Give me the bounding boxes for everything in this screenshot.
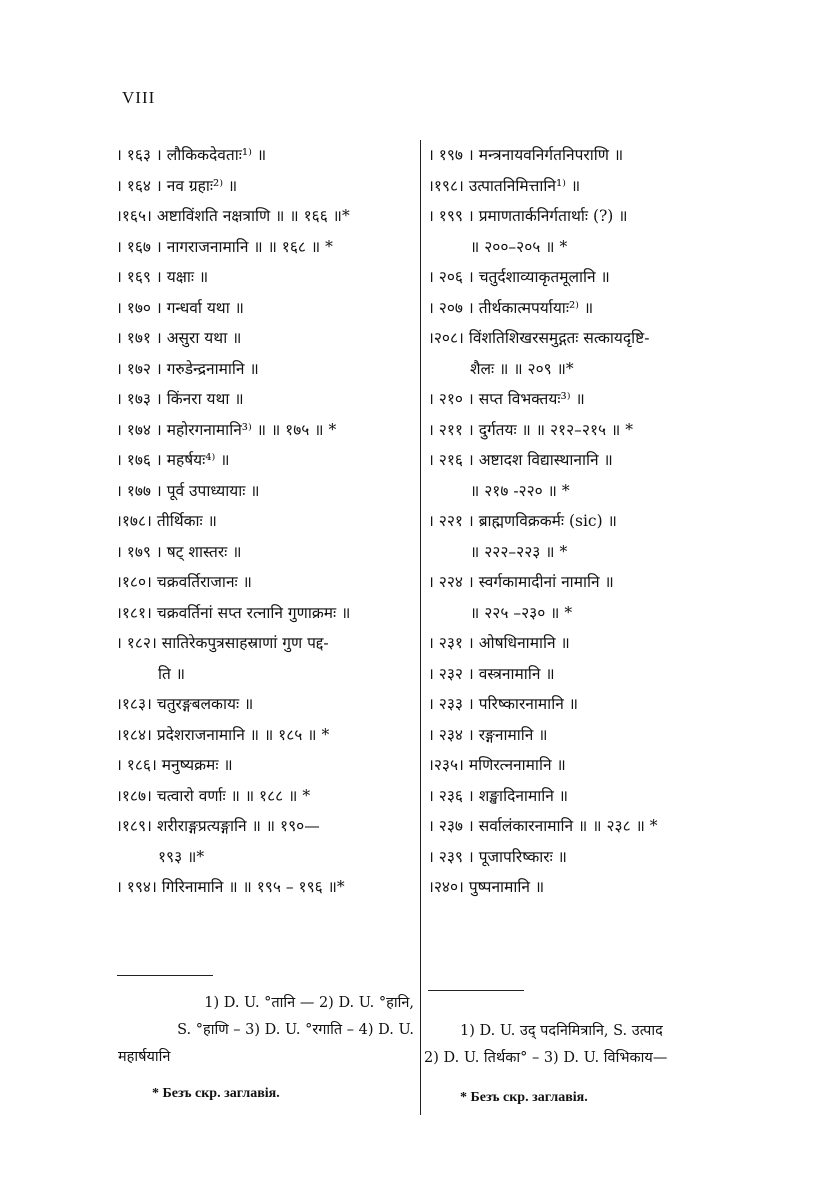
right-column — [428, 140, 728, 903]
column-divider — [420, 140, 421, 1115]
list-item-continuation: शैलः ॥ ॥ २०९ ॥* — [470, 359, 574, 378]
footnote-line: 1) D. U. °तानि — 2) D. U. °हानि, — [204, 995, 414, 1011]
list-item: । २१६ । अष्टादश विद्यास्थानानि ॥ — [428, 451, 613, 469]
left-column — [116, 140, 416, 903]
list-item: । २०७ । तीर्थकात्मपर्यायाः²⁾ ॥ — [428, 298, 594, 317]
list-item: ।१८९। शरीराङ्गप्रत्यङ्गानि ॥ ॥ १९०— — [116, 817, 320, 835]
list-item: । २२४ । स्वर्गकामादीनां नामानि ॥ — [428, 573, 614, 591]
list-item-continuation: ॥ २२५ –२३० ॥ * — [470, 603, 573, 622]
list-item: । २११ । दुर्गतयः ॥ ॥ २१२–२१५ ॥ * — [428, 420, 633, 439]
list-item: ।२४०। पुष्पनामानि ॥ — [428, 878, 545, 896]
list-item: । १७९ । षट् शास्तरः ॥ — [116, 542, 242, 561]
list-item-continuation: ति ॥ — [158, 664, 186, 683]
list-item: । २३३ । परिष्कारनामानि ॥ — [428, 695, 579, 713]
list-item-continuation: १९३ ॥* — [158, 847, 205, 866]
list-item: । २३९ । पूजापरिष्कारः ॥ — [428, 847, 567, 866]
list-item: । १९४। गिरिनामानि ॥ ॥ १९५ – १९६ ॥* — [116, 878, 345, 896]
list-item-continuation: ॥ २२२–२२३ ॥ * — [470, 542, 568, 561]
list-item: ।१६५। अष्टाविंशति नक्षत्राणि ॥ ॥ १६६ ॥* — [116, 207, 350, 225]
list-item: । २३६ । शङ्खादिनामानि ॥ — [428, 786, 569, 805]
list-item-continuation: ॥ २१७ -२२० ॥ * — [470, 481, 570, 500]
list-item: । १६४ । नव ग्रहाः²⁾ ॥ — [116, 176, 238, 195]
footnote-line: 1) D. U. उद् पदनिमित्रानि, S. उत्पाद — [460, 1023, 663, 1039]
list-item: ।२३५। मणिरत्ननामानि ॥ — [428, 756, 566, 774]
list-item: । २३४ । रङ्गनामानि ॥ — [428, 725, 548, 744]
list-item: । १८६। मनुष्यक्रमः ॥ — [116, 756, 233, 774]
list-item: ।१९८। उत्पातनिमित्तानि¹⁾ ॥ — [428, 176, 581, 195]
list-item: ।१८०। चक्रवर्तिराजानः ॥ — [116, 573, 252, 591]
list-item: ।१८३। चतुरङ्गबलकायः ॥ — [116, 695, 254, 713]
list-item: । १६३ । लौकिकदेवताः¹⁾ ॥ — [116, 146, 267, 164]
list-item: । २१० । सप्त विभक्तयः³⁾ ॥ — [428, 390, 585, 408]
note-no-title-left: * Безъ скр. заглавія. — [152, 1086, 280, 1101]
footnote-rule-right — [428, 990, 524, 991]
footnote-line: महार्षयानि — [118, 1049, 171, 1065]
footnote-rule-left — [117, 975, 213, 976]
list-item: । १७१ । असुरा यथा ॥ — [116, 329, 242, 347]
list-item: । १६९ । यक्षाः ॥ — [116, 268, 209, 286]
note-no-title-right: * Безъ скр. заглавія. — [460, 1090, 588, 1105]
list-item-continuation: ॥ २००–२०५ ॥ * — [470, 237, 568, 256]
list-item: ।१८७। चत्वारो वर्णाः ॥ ॥ १८८ ॥ * — [116, 786, 311, 805]
list-item: ।१८१। चक्रवर्तिनां सप्त रत्नानि गुणाक्रमः ॥ — [116, 603, 351, 622]
list-item: । १७४ । महोरगनामानि³⁾ ॥ ॥ १७५ ॥ * — [116, 420, 337, 439]
list-item: । २३७ । सर्वालंकारनामानि ॥ ॥ २३८ ॥ * — [428, 817, 658, 835]
list-item: । २३१ । ओषधिनामानि ॥ — [428, 634, 570, 652]
footnotes-right — [424, 1018, 724, 1072]
list-item: ।२०८। विंशतिशिखरसमुद्गतः सत्कायदृष्टि- — [428, 329, 650, 347]
list-item: । १७७ । पूर्व उपाध्यायाः ॥ — [116, 481, 260, 500]
list-item: । १६७ । नागराजनामानि ॥ ॥ १६८ ॥ * — [116, 237, 333, 256]
footnote-line: S. °हाणि – 3) D. U. °रगाति – 4) D. U. — [177, 1022, 414, 1038]
list-item: । १९७ । मन्त्रनायवनिर्गतनिपराणि ॥ — [428, 146, 624, 164]
list-item: ।१७८। तीर्थिकाः ॥ — [116, 512, 217, 530]
list-item: ।१८४। प्रदेशराजनामानि ॥ ॥ १८५ ॥ * — [116, 725, 330, 744]
list-item: । १७२ । गरुडेन्द्रनामानि ॥ — [116, 359, 259, 378]
list-item: । २२१ । ब्राह्मणविक्रकर्मः (sic) ॥ — [428, 512, 617, 530]
list-item: । २३२ । वस्त्रनामानि ॥ — [428, 664, 555, 683]
list-item: । १८२। सातिरेकपुत्रसाहस्राणां गुण पद्द- — [116, 634, 329, 652]
list-item: । १९९ । प्रमाणतार्कनिर्गतार्थाः (?) ॥ — [428, 207, 628, 225]
list-item: । १७३ । किंनरा यथा ॥ — [116, 390, 244, 408]
list-item: । २०६ । चतुर्दशाव्याकृतमूलानि ॥ — [428, 268, 610, 286]
footnote-line: 2) D. U. तिर्थका° – 3) D. U. विभिकाय— — [424, 1050, 668, 1066]
page-number: VIII — [122, 88, 156, 107]
list-item: । १७० । गन्धर्वा यथा ॥ — [116, 298, 244, 317]
list-item: । १७६ । महर्षयः⁴⁾ ॥ — [116, 451, 230, 469]
footnotes-left — [118, 990, 414, 1071]
